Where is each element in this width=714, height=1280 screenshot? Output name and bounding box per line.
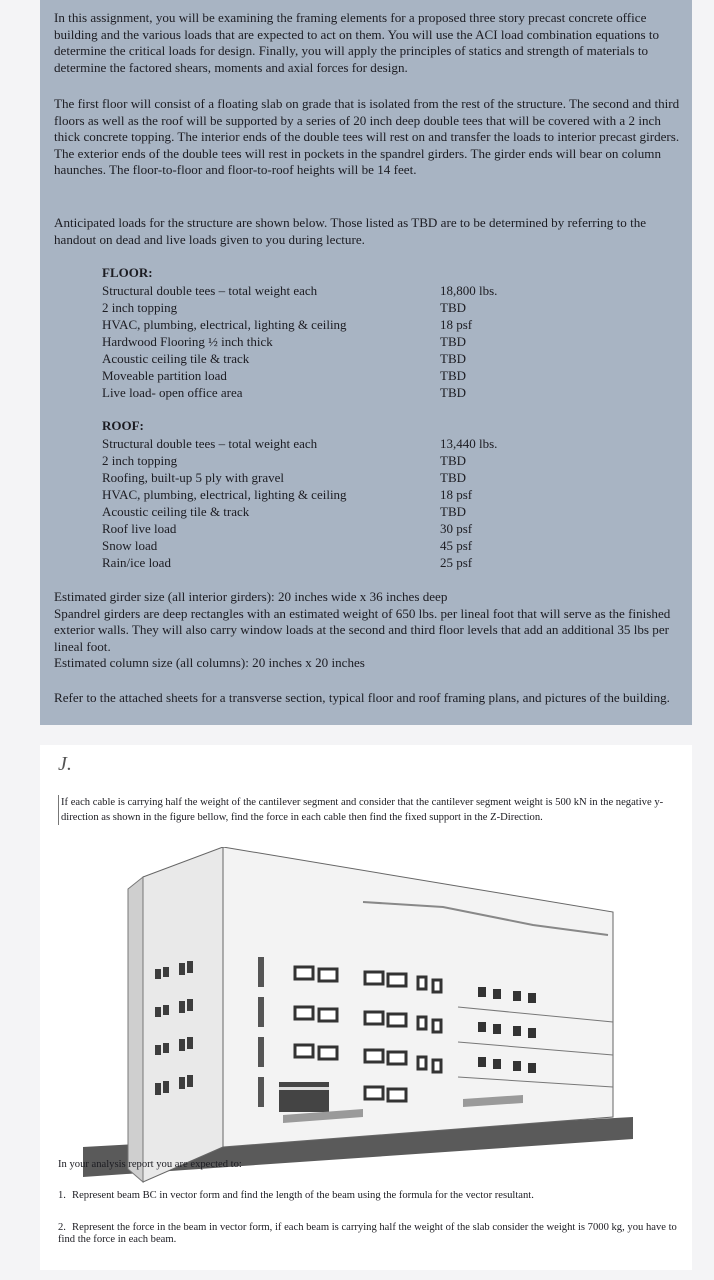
intro-paragraph-3: Anticipated loads for the structure are shown below. Those listed as TBD are to be determined by referring to the handout on dead and live loads given to you during lecture. [54,215,647,247]
load-value: TBD [440,385,466,400]
load-label: Structural double tees – total weight each [102,436,318,451]
intro-paragraph-1: In this assignment, you will be examining the framing elements for a proposed three story precast concrete office building and the various loads that are expected to act on them. You will use the ACI load combination equations to determine the critical loads for design. Finally, you will apply the principles of statics and strength of materials to determine the factored shears, moments and axial forces for design. [54,10,660,75]
refer-paragraph: Refer to the attached sheets for a transverse section, typical floor and roof framing plans, and pictures of the building. [54,690,670,705]
load-label: Moveable partition load [102,368,227,383]
expected-intro: In your analysis report you are expected to: [58,1159,242,1170]
floor-header: FLOOR: [102,265,153,280]
girder-size: Estimated girder size (all interior girders): 20 inches wide x 36 inches deep [54,589,448,604]
load-label: Hardwood Flooring ½ inch thick [102,334,273,349]
load-value: TBD [440,470,466,485]
load-value: 18 psf [440,487,473,502]
requirement-text: Represent the force in the beam in vector form, if each beam is carrying half the weight of the slab consider the weight is 7000 kg, you have to find the force in each beam. [58,1222,677,1245]
load-row [102,333,662,350]
spandrel-info: Spandrel girders are deep rectangles with an estimated weight of 650 lbs. per lineal foot that will serve as the finished exterior walls. They will also carry window loads at the second and third floor levels that add an additional 35 lbs per lineal foot. [54,605,671,654]
load-row [102,537,662,554]
load-row [102,503,662,520]
load-value: TBD [440,453,466,468]
load-label: 2 inch topping [102,453,178,468]
load-row [102,554,662,571]
load-label: Acoustic ceiling tile & track [102,351,250,366]
column-size: Estimated column size (all columns): 20 inches x 20 inches [54,655,365,671]
requirement-number: 2. [58,1222,66,1233]
load-value: TBD [440,368,466,383]
load-row [102,367,662,384]
floor-loads-table [102,264,662,401]
load-row [102,316,662,333]
load-label: Roofing, built-up 5 ply with gravel [102,470,284,485]
load-label: Structural double tees – total weight each [102,283,318,298]
load-label: Snow load [102,538,158,553]
requirement-item [58,1190,688,1202]
load-row [102,350,662,367]
load-value: 13,440 lbs. [440,436,498,451]
requirement-number: 1. [58,1190,66,1201]
load-row [102,435,662,452]
load-label: Roof live load [102,521,177,536]
load-value: 18 psf [440,317,473,332]
question-number: J. [58,753,72,775]
question-panel [40,745,692,1270]
building-figure [83,847,633,1187]
load-label: 2 inch topping [102,300,178,315]
load-row [102,384,662,401]
question-text: If each cable is carrying half the weight of the cantilever segment and consider that the cantilever segment weight is 500 kN in the negative y-direction as shown in the figure bellow, find the force in each cable then find the fixed support in the Z-Direction. [58,795,686,825]
roof-header: ROOF: [102,418,144,433]
girder-info [54,589,694,672]
load-row [102,282,662,299]
load-row [102,469,662,486]
load-value: TBD [440,300,466,315]
load-row [102,520,662,537]
load-row [102,299,662,316]
requirement-text: Represent beam BC in vector form and find the length of the beam using the formula for the vector resultant. [72,1190,534,1201]
load-row [102,486,662,503]
requirement-item [58,1222,688,1246]
load-label: HVAC, plumbing, electrical, lighting & ceiling [102,487,347,502]
load-value: 25 psf [440,555,473,570]
roof-loads-table [102,417,662,571]
load-label: Rain/ice load [102,555,171,570]
load-label: HVAC, plumbing, electrical, lighting & ceiling [102,317,347,332]
load-value: TBD [440,334,466,349]
load-value: TBD [440,351,466,366]
load-value: 45 psf [440,538,473,553]
load-label: Acoustic ceiling tile & track [102,504,250,519]
load-value: TBD [440,504,466,519]
load-label: Live load- open office area [102,385,243,400]
intro-paragraph-2: The first floor will consist of a floating slab on grade that is isolated from the rest of the structure. The second and third floors as well as the roof will be supported by a series of 20 inch deep double tees that will be covered with a 2 inch thick concrete topping. The interior ends of the double tees will rest on and transfer the loads to interior precast girders. The exterior ends of the double tees will rest in pockets in the spandrel girders. The girder ends will bear on column haunches. The floor-to-floor and floor-to-roof heights will be 14 feet. [54,96,680,178]
assignment-panel [40,0,692,725]
load-row [102,452,662,469]
load-value: 18,800 lbs. [440,283,498,298]
load-value: 30 psf [440,521,473,536]
